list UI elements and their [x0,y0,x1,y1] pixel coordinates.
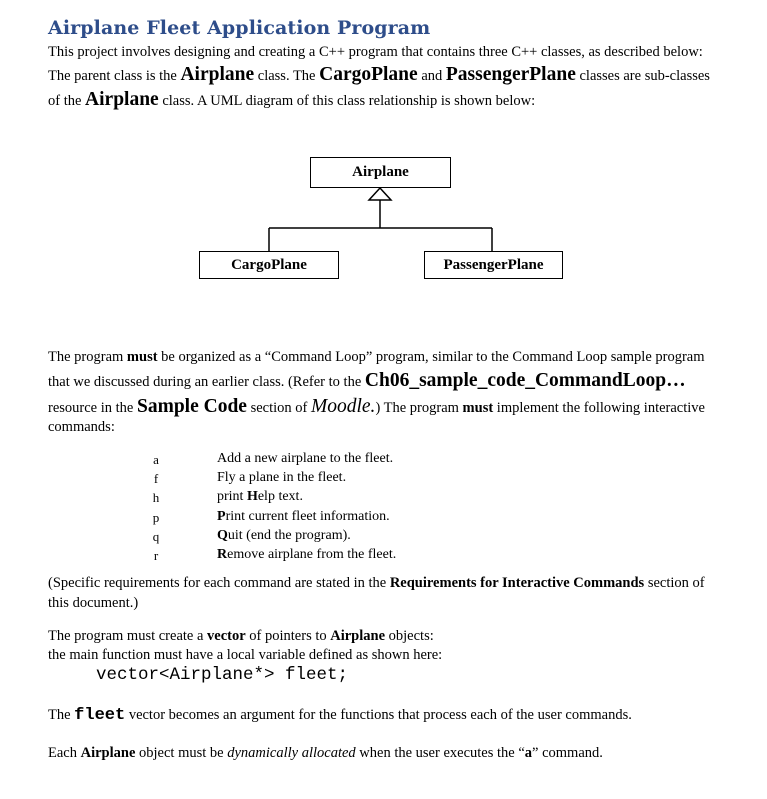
text: resource in the [48,400,137,416]
emphasis: Airplane [80,745,136,761]
emphasis: Airplane [330,628,386,644]
letter: Q [217,528,228,543]
document-title: Airplane Fleet Application Program [48,17,431,39]
letter: P [217,509,226,524]
cmdloop-line-4: commands: [48,419,115,435]
text: section of [644,575,705,591]
moodle-name: Moodle. [310,396,376,417]
command-desc-f [217,470,346,486]
uml-connectors [0,0,767,300]
text: object must be [135,745,228,761]
text: Each [48,745,81,761]
code-word: fleet [74,706,126,725]
command-key-q: q [152,529,160,544]
text: Fly a plane in the fleet. [217,470,347,485]
text: (Specific requirements for each command are stated in the [48,575,390,591]
command-key-h: h [152,490,160,505]
uml-class-passengerplane: PassengerPlane [424,251,563,279]
text: The program must create a [48,628,208,644]
text: ) The program [375,400,463,416]
text: implement the following interactive [493,400,705,416]
cmdloop-line-1 [48,349,705,366]
cmdloop-line-2 [48,370,686,392]
text: emove airplane from the fleet. [227,547,397,562]
specific-line-1 [48,575,705,592]
uml-class-airplane: Airplane [310,157,451,188]
text: when the user executes the “ [355,745,525,761]
class-name-cargoplane: CargoPlane [319,64,418,85]
text: of pointers to [245,628,331,644]
class-name-passengerplane: PassengerPlane [445,64,576,85]
section-reference: Requirements for Interactive Commands [389,575,645,591]
command-key-f: f [153,471,159,486]
command-desc-p [217,509,390,525]
text: The [48,707,75,723]
text: vector becomes an argument for the functions that process each of the user commands. [125,707,632,723]
text: elp text. [257,489,303,504]
emphasis: must [126,349,158,365]
text: Add a new airplane to the fleet. [217,451,394,466]
class-name-airplane: Airplane [85,89,159,110]
command-key-a: a [153,452,159,467]
text: that we discussed during an earlier class. (Refer to the [48,374,365,390]
text: ” command. [532,745,603,761]
section-name: Sample Code [136,396,247,417]
letter: H [246,489,258,504]
text: The program [48,349,127,365]
code-snippet: vector<Airplane*> fleet; [96,665,349,685]
command-key-p: p [152,510,160,525]
resource-name: Ch06_sample_code_CommandLoop… [364,370,686,391]
command-desc-r [217,547,396,563]
vector-line-1 [48,628,434,645]
emphasis: dynamically allocated [227,745,356,761]
text: and [417,68,446,84]
text: be organized as a “Command Loop” program, similar to the Command Loop sample program [157,349,705,365]
text: print [217,489,247,504]
text: class. A UML diagram of this class relationship is shown below: [158,93,536,109]
text: rint current fleet information. [225,509,390,524]
text: classes are sub-classes [575,68,710,84]
text: uit (end the program). [227,528,351,543]
each-line [48,745,603,762]
specific-line-2: this document.) [48,595,139,611]
command-desc-a [217,451,393,467]
vector-line-2: the main function must have a local variable defined as shown here: [48,647,443,663]
text: objects: [385,628,434,644]
emphasis: vector [207,628,246,644]
intro-line-1: This project involves designing and creating a C++ program that contains three C++ classes, as described below: [48,44,703,60]
command-key-r: r [153,548,159,563]
fleet-line [48,706,632,725]
emphasis: must [462,400,494,416]
text: The parent class is the [48,68,181,84]
command-desc-h [217,489,303,505]
text: class. The [254,68,320,84]
class-name-airplane: Airplane [180,64,255,85]
command-desc-q [217,528,351,544]
uml-class-cargoplane: CargoPlane [199,251,339,279]
letter: R [217,547,228,562]
inheritance-arrow-icon [369,188,391,200]
text: of the [48,93,86,109]
text: section of [246,400,311,416]
cmdloop-line-3 [48,396,705,418]
command-letter: a [524,745,533,761]
